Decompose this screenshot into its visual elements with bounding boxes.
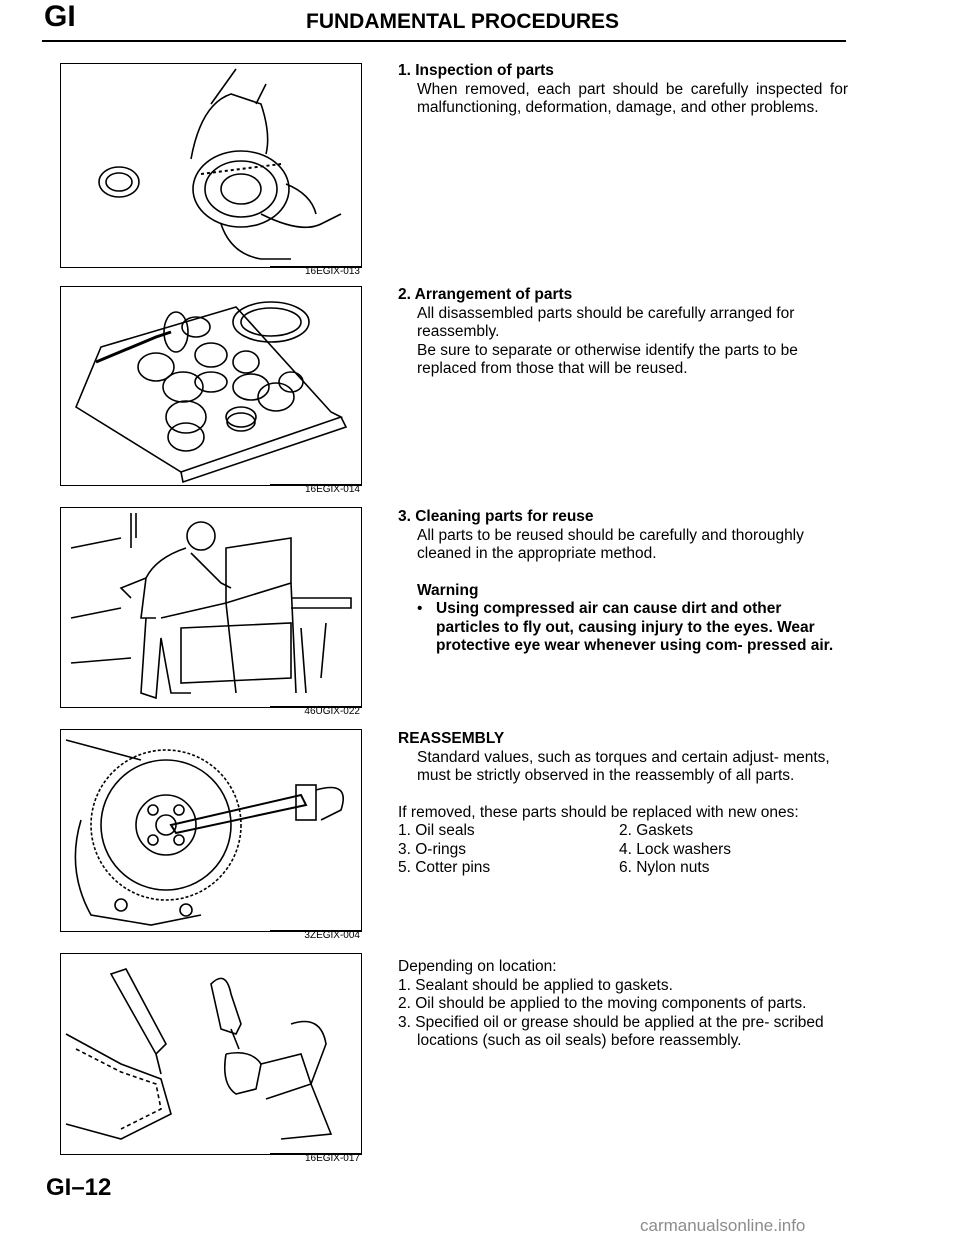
section-body: All disassembled parts should be carefully arranged for reassembly. <box>417 304 795 340</box>
list-row <box>398 822 848 841</box>
section-title: 2. Arrangement of parts <box>398 286 573 303</box>
warning-item <box>398 600 848 656</box>
list-item: 4. Lock washers <box>619 840 731 858</box>
section-body: When removed, each part should be carefully inspected for malfunctioning, deformation, damage, and other problems. <box>417 80 848 116</box>
figure-id: 46UGIX-022 <box>304 706 360 717</box>
section-inspection <box>398 62 848 118</box>
parts-tray-illustration <box>61 287 361 485</box>
section-body: All parts to be reused should be carefully and thoroughly cleaned in the appropriate method. <box>417 526 804 562</box>
list-row <box>398 859 848 878</box>
section-location <box>398 958 848 1051</box>
list-item: 2. Gaskets <box>619 822 694 839</box>
figure-inspection <box>60 63 362 268</box>
list-item: 3. O-rings <box>398 840 467 858</box>
figure-sealant <box>60 953 362 1155</box>
figure-id: 3ZEGIX-004 <box>304 930 360 941</box>
figure-id: 16EGIX-014 <box>304 484 360 495</box>
section-arrangement <box>398 286 848 379</box>
figure-cleaning <box>60 507 362 708</box>
list-item: 5. Cotter pins <box>398 859 491 876</box>
list-item: 3. Specified oil or grease should be applied at the pre- scribed locations (such as oil seals) before reassembly. <box>398 1013 824 1049</box>
figure-arrangement <box>60 286 362 486</box>
list-item: 2. Oil should be applied to the moving components of parts. <box>398 995 807 1012</box>
section-body: Be sure to separate or otherwise identify the parts to be replaced from those that will be reused. <box>417 341 798 377</box>
mechanic-sink-illustration <box>61 508 361 707</box>
watermark: carmanualsonline.info <box>640 1216 806 1235</box>
list-item: 6. Nylon nuts <box>619 859 710 876</box>
section-title: REASSEMBLY <box>398 730 505 747</box>
page-title: FUNDAMENTAL PROCEDURES <box>306 10 620 33</box>
figure-id: 16EGIX-013 <box>304 266 360 277</box>
location-intro: Depending on location: <box>398 958 557 975</box>
replace-intro: If removed, these parts should be replaced with new ones: <box>398 803 799 821</box>
section-code: GI <box>44 0 76 33</box>
figure-torque <box>60 729 362 932</box>
list-item: 1. Oil seals <box>398 822 475 839</box>
section-cleaning <box>398 508 848 656</box>
figure-id: 16EGIX-017 <box>304 1153 360 1164</box>
page-number: GI–12 <box>46 1174 112 1201</box>
header-rule <box>42 40 846 42</box>
section-body: Standard values, such as torques and certain adjust- ments, must be strictly observed in the reassembly of all parts. <box>417 748 830 784</box>
flywheel-torque-illustration <box>61 730 361 931</box>
warning-text: Using compressed air can cause dirt and other particles to fly out, causing injury to the eyes. Wear protective eye wear whenever using com- pressed air. <box>436 600 834 654</box>
sealant-oil-illustration <box>61 954 361 1154</box>
section-reassembly <box>398 730 848 878</box>
section-title: 1. Inspection of parts <box>398 62 554 79</box>
warning-label: Warning <box>417 581 479 599</box>
list-row <box>398 841 848 860</box>
list-item: 1. Sealant should be applied to gaskets. <box>398 976 673 994</box>
section-title: 3. Cleaning parts for reuse <box>398 508 594 525</box>
gear-inspection-illustration <box>61 64 361 267</box>
bullet-icon: • <box>417 600 423 617</box>
